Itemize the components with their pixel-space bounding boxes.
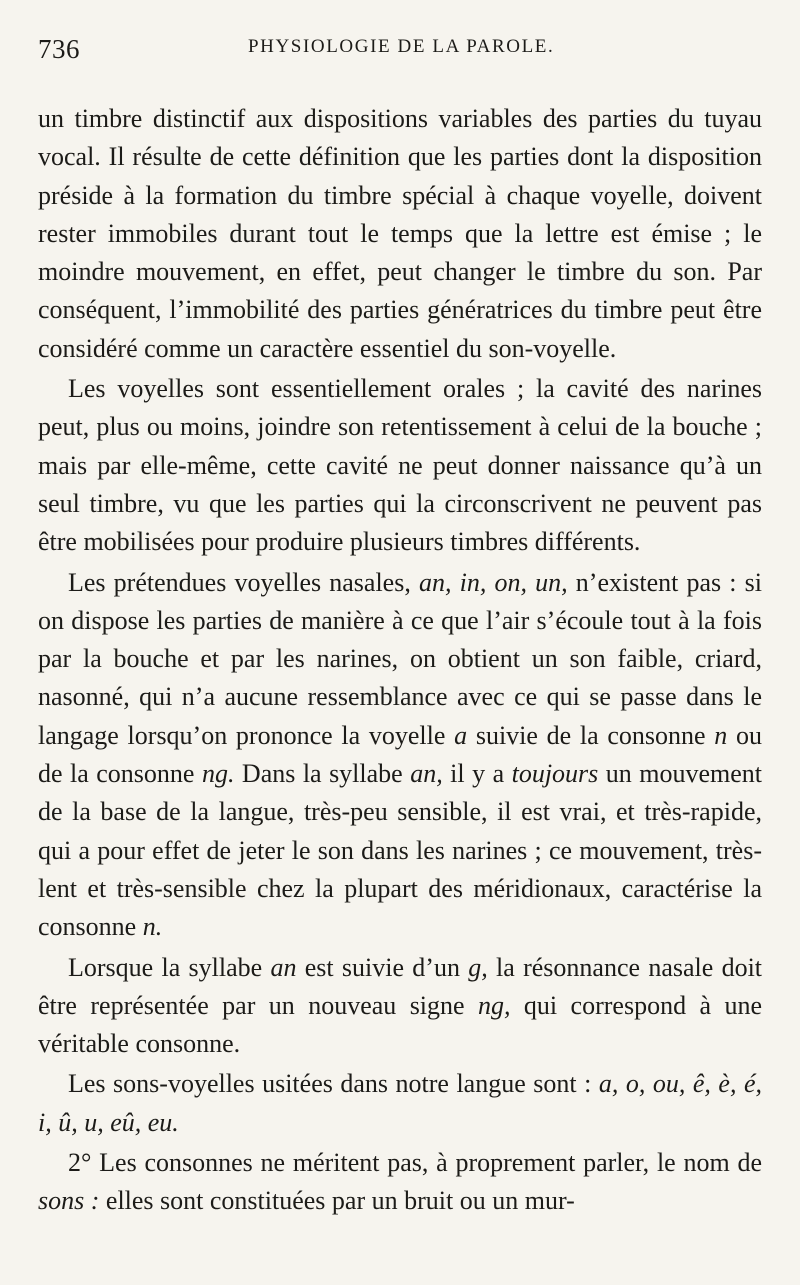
text-run: suivie de la consonne [467, 720, 715, 750]
italic-run: g, [468, 952, 488, 982]
text-run: n’existent pas : si on dispose les parties de manière à ce que l’air s’écoule tout à la fois par la bouche et par les narines, on obtient un son faible, criard, nasonné, qui n’a aucune ressemblance avec ce qui se passe dans le langage lorsqu’on prononce la voyelle [38, 567, 762, 750]
text-run: Dans la syllabe [234, 759, 411, 789]
text-run: Lorsque la syllabe [68, 952, 271, 982]
italic-run: a, o, ou, ê, è, é, i, û, u, eû, eu. [38, 1069, 762, 1137]
italic-run: an, [410, 759, 443, 789]
text-run: Les prétendues voyelles nasales, [68, 567, 419, 597]
paragraph-2: Les voyelles sont essentiellement orales ; la cavité des narines peut, plus ou moins, joindre son retentissement à celui de la bouche ; mais par elle-même, cette cavité ne peut donner naissance qu’à un seul timbre, vu que les parties qui la circonscrivent ne peuvent pas être mobilisées pour produire plusieurs timbres différents. [38, 374, 762, 557]
text-run: la résonnance nasale doit être représentée par un nouveau signe [38, 952, 763, 1020]
page-header [38, 30, 762, 70]
italic-run: toujours [511, 759, 599, 789]
text-run: un mouvement de la base de la langue, très-peu sensible, il est vrai, et très-rapide, qui a pour effet de jeter le son dans les narines ; ce mouvement, très-lent et très-sensible chez la plupart des méridionaux, caractérise la consonne [38, 759, 762, 942]
italic-run: an, in, on, un, [418, 567, 568, 597]
text-run: ou de la consonne [38, 720, 763, 789]
running-title: PHYSIOLOGIE DE LA PAROLE. [248, 36, 555, 57]
paragraph-1: un timbre distinctif aux dispositions variables des parties du tuyau vocal. Il résulte de cette définition que les parties dont la disposition préside à la formation du timbre spécial à chaque voyelle, doivent rester immobiles durant tout le temps que la lettre est émise ; le moindre mouvement, en effet, peut changer le timbre du son. Par conséquent, l’immobilité des parties génératrices du timbre peut être considéré comme un caractère essentiel du son-voyelle. [38, 104, 762, 363]
body-text [38, 100, 762, 1221]
italic-run: n [714, 720, 728, 750]
text-run: il y a [442, 759, 512, 789]
italic-run: sons : [38, 1186, 100, 1216]
text-run: qui correspond à une véritable consonne. [38, 990, 762, 1059]
text-run: Les sons-voyelles usitées dans notre langue sont : [68, 1069, 599, 1099]
page-number: 736 [38, 34, 80, 64]
paragraph-3 [38, 564, 762, 947]
text-run: est suivie d’un [296, 952, 469, 982]
italic-run: a [454, 720, 468, 750]
paragraph-6 [38, 1144, 762, 1221]
text-run: 2° Les consonnes ne méritent pas, à proprement parler, le nom de [68, 1148, 762, 1178]
paragraph-5 [38, 1065, 762, 1142]
paragraph-4 [38, 949, 762, 1064]
italic-run: an [270, 952, 297, 982]
italic-run: ng, [478, 990, 511, 1020]
text-run: elles sont constituées par un bruit ou un mur- [99, 1186, 575, 1216]
italic-run: n. [142, 912, 163, 942]
italic-run: ng. [201, 759, 235, 789]
